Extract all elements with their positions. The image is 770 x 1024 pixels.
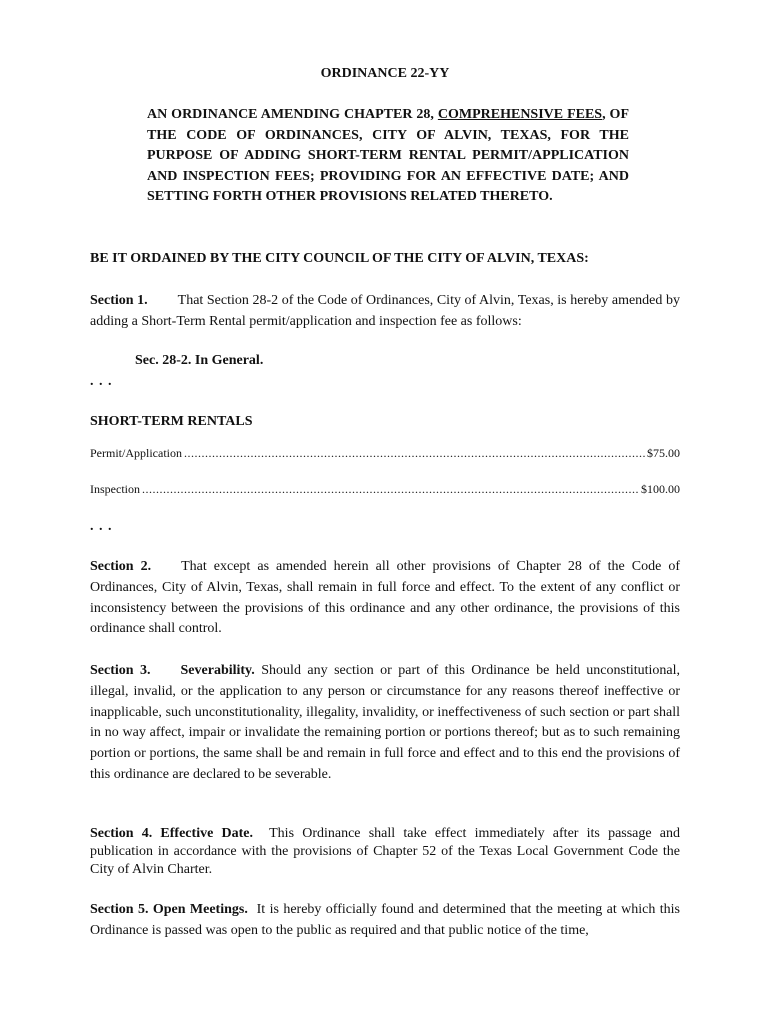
section-5 xyxy=(90,900,680,942)
section-4 xyxy=(90,825,680,879)
enacting-clause: BE IT ORDAINED BY THE CITY COUNCIL OF THE CITY OF ALVIN, TEXAS: xyxy=(90,251,589,266)
caption-part-2: , OF THE CODE OF ORDINANCES, CITY OF ALVIN, TEXAS, FOR THE PURPOSE OF ADDING SHORT-TERM RENTAL PERMIT/APPLICATION AND INSPECTION FEES; PROVIDING FOR AN EFFECTIVE DATE; AND SETTING FORTH OTHER PROVISIONS RELATED THERETO. xyxy=(147,107,629,204)
section-1-text: That Section 28-2 of the Code of Ordinances, City of Alvin, Texas, is hereby amended by adding a Short-Term Rental permit/application and inspection fee as follows: xyxy=(90,293,680,329)
sec-28-2-heading: Sec. 28-2. In General. xyxy=(135,353,264,368)
section-1-heading: Section 1. xyxy=(90,293,148,308)
dot-leader xyxy=(142,482,639,497)
caption-underlined: COMPREHENSIVE FEES xyxy=(437,107,603,122)
caption-part-1: AN ORDINANCE AMENDING CHAPTER 28, xyxy=(147,107,438,122)
ordinance-caption xyxy=(147,105,629,208)
fee-amount: $75.00 xyxy=(647,446,680,460)
dot-leader xyxy=(184,446,645,461)
short-term-rentals-heading: SHORT-TERM RENTALS xyxy=(90,414,253,429)
fee-label: Inspection xyxy=(90,482,140,496)
fee-row-inspection xyxy=(90,482,680,497)
section-2-heading: Section 2. xyxy=(90,559,152,574)
ellipsis-top: . . . xyxy=(90,374,113,389)
fee-amount: $100.00 xyxy=(641,482,680,496)
section-1 xyxy=(90,291,680,333)
section-4-text: This Ordinance shall take effect immediately after its passage and publication in accordance with the provisions of Chapter 52 of the Texas Local Government Code the City of Alvin Charter. xyxy=(90,826,681,877)
fee-label: Permit/Application xyxy=(90,446,182,460)
section-3-heading: Section 3. xyxy=(90,663,151,678)
section-3 xyxy=(90,661,680,786)
fee-row-permit xyxy=(90,446,680,461)
section-4-heading: Section 4. Effective Date. xyxy=(90,826,253,841)
section-2 xyxy=(90,557,680,640)
section-5-heading: Section 5. Open Meetings. xyxy=(90,902,248,917)
section-2-text: That except as amended herein all other provisions of Chapter 28 of the Code of Ordinances, City of Alvin, Texas, shall remain in full force and effect. To the extent of any conflict or inconsistency between the provisions of this ordinance and any other ordinance, the provisions of this ordinance shall control. xyxy=(90,559,680,637)
ordinance-title: ORDINANCE 22-YY xyxy=(320,66,450,81)
section-3-text: Should any section or part of this Ordinance be held unconstitutional, illegal, invalid, or the application to any person or circumstance for any reasons thereof ineffective or inapplicable, such unconstitutionality, illegality, invalidity, or ineffectiveness of such section or part shall in no way affect, impair or invalidate the remaining portion or portions thereof; but as to such remaining portion or portions, the same shall be and remain in full force and effect and to this end the provisions of this ordinance are declared to be severable. xyxy=(90,663,681,782)
section-3-subheading: Severability. xyxy=(180,663,255,678)
section-5-text: It is hereby officially found and determined that the meeting at which this Ordinance is passed was open to the public as required and that public notice of the time, xyxy=(90,902,681,938)
ellipsis-bottom: . . . xyxy=(90,519,113,534)
